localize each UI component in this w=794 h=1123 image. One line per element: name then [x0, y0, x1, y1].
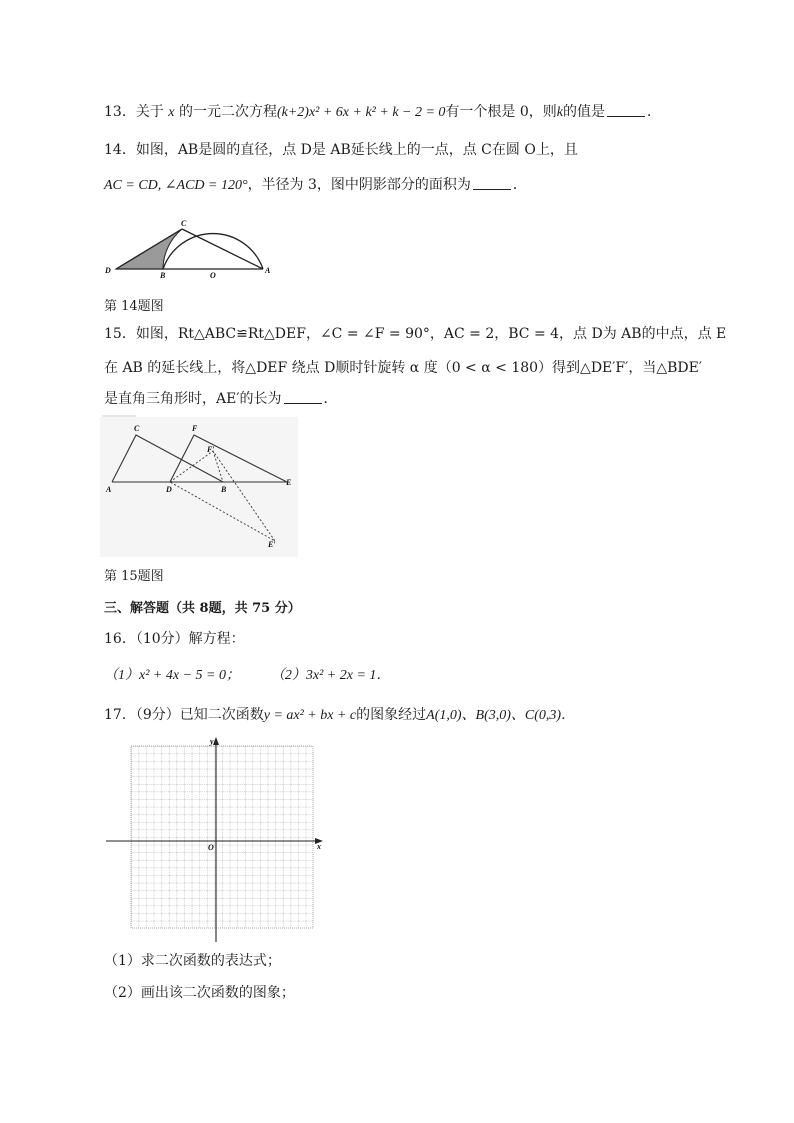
q14-figure	[100, 218, 290, 280]
q17-points: A(1,0)、B(3,0)、C(0,3)．	[426, 708, 576, 723]
q16-part1: （1）x² + 4x − 5 = 0；	[104, 668, 240, 683]
semicircle-arc	[163, 234, 263, 269]
label-a: A	[106, 485, 112, 494]
q17-function: y = ax² + bx + c	[263, 708, 357, 723]
q14-line2-text: ，半径为 3，图中阴影部分的面积为	[247, 177, 471, 193]
q14-line1: 14．如图，AB是圆的直径，点 D是 AB延长线上的一点，点 C在圆 O上，且	[104, 142, 578, 158]
q17-line1	[104, 705, 575, 726]
y-axis-label: y	[210, 737, 214, 746]
q13-answer-blank	[607, 104, 645, 117]
label-c: C	[181, 219, 187, 228]
q17-sub2: （2）画出该二次函数的图象；	[104, 985, 295, 1001]
label-f-prime: F′	[207, 445, 215, 454]
label-e-prime: E′	[268, 540, 276, 549]
q13-text-c: 有一个根是 0，则	[445, 104, 557, 120]
label-d: D	[105, 266, 111, 275]
y-axis-arrow	[213, 737, 219, 745]
q17-text-b: 的图象经过	[356, 707, 427, 723]
q15-line3-text: 是直角三角形时，AE′的长为	[104, 391, 282, 407]
q13-var-k: k	[556, 105, 564, 120]
q13-equation: (k+2)x² + 6x + k² + k − 2 = 0	[276, 105, 446, 120]
q13-end: ．	[647, 104, 662, 120]
label-b: B	[221, 485, 227, 494]
q14-answer-blank	[473, 177, 511, 190]
q17-coordinate-grid	[104, 735, 329, 945]
label-o: O	[210, 271, 216, 280]
q13-text-b: 的一元二次方程	[178, 104, 277, 120]
q15-caption: 第 15题图	[104, 569, 164, 584]
origin-label: O	[208, 843, 214, 852]
label-c: C	[134, 424, 140, 433]
q13-text-d: 的值是	[563, 104, 606, 120]
q14-caption: 第 14题图	[104, 299, 164, 314]
label-f: F	[192, 424, 198, 433]
label-b: B	[160, 271, 166, 280]
q15-end: ．	[323, 391, 338, 407]
q16-parts	[104, 665, 390, 686]
q13-var-x: x	[168, 105, 175, 120]
question-13	[104, 102, 661, 123]
q13-number: 13．	[104, 104, 136, 120]
label-d: D	[166, 485, 172, 494]
q15-line3	[104, 389, 338, 409]
label-a: A	[265, 266, 271, 275]
label-e: E	[286, 478, 292, 487]
x-axis-label: x	[317, 842, 321, 851]
q13-text-a: 关于	[135, 104, 164, 120]
q14-end: ．	[512, 177, 527, 193]
section-title: 三、解答题（共 8题，共 75 分）	[104, 601, 301, 616]
q17-sub1: （1）求二次函数的表达式；	[104, 953, 281, 969]
q16-part2: （2）3x² + 2x = 1．	[270, 668, 391, 683]
q14-line2	[104, 175, 527, 196]
q15-line1: 15．如图，Rt△ABC≌Rt△DEF，∠C = ∠F = 90°，AC = 2，BC = 4，点 D为 AB的中点，点 E	[104, 326, 727, 342]
q17-text-a: 17．（9分）已知二次函数	[104, 707, 264, 723]
q14-condition: AC = CD, ∠ACD = 120°	[104, 178, 248, 193]
q15-answer-blank	[284, 391, 322, 404]
q15-line2: 在 AB 的延长线上，将△DEF 绕点 D顺时针旋转 α 度（0 < α < 180）得到△DE′F′，当△BDE′	[104, 360, 703, 376]
grid-area	[131, 746, 313, 928]
q15-figure	[100, 413, 305, 558]
q16-line1: 16．（10分）解方程：	[104, 631, 245, 647]
